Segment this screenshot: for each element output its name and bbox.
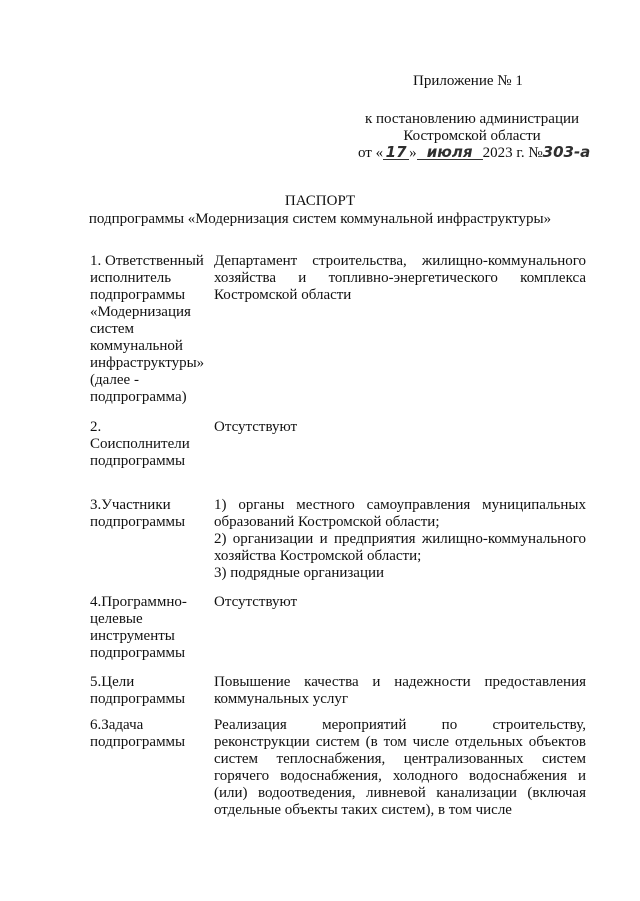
handwritten-month: июля — [417, 145, 483, 160]
date-mid: » — [409, 145, 417, 161]
row-content: Повышение качества и надежности предоставления коммунальных услуг — [214, 674, 586, 707]
row-label: 5.Цели подпрограммы — [90, 674, 186, 707]
list-item: 2) организации и предприятия жилищно-коммунального хозяйства Костромской области; — [214, 531, 586, 564]
row-label: 3.Участники подпрограммы — [90, 497, 186, 530]
row-label: 2. Соисполнители подпрограммы — [90, 419, 190, 469]
date-year: 2023 г. № — [482, 145, 543, 161]
row-content-list — [214, 497, 586, 582]
row-content: Отсутствуют — [214, 594, 298, 610]
decree-date-line — [357, 143, 591, 162]
row-content: Реализация мероприятий по строительству, реконструкции систем (в том числе отдельных объектов систем теплоснабжения, централизованных систем горячего водоснабжения, холодного водоснабжения и (или) водоотведения, ливневой канализации (включая отдельные объекты таких систем), в том числе — [214, 717, 586, 818]
annex-label: Приложение № 1 — [413, 73, 523, 89]
decree-line-1: к постановлению администрации — [364, 111, 580, 127]
row-label: 6.Задача подпрограммы — [90, 717, 186, 750]
decree-reference — [357, 111, 591, 162]
handwritten-day: 17 — [383, 145, 409, 160]
date-prefix: от « — [358, 145, 384, 161]
row-label: 4.Программно- целевые инструменты подпрограммы — [90, 594, 187, 661]
decree-line-2: Костромской области — [403, 128, 541, 144]
row-content: Отсутствуют — [214, 419, 298, 435]
handwritten-number: 303-а — [542, 143, 591, 161]
list-item: 3) подрядные организации — [214, 565, 385, 581]
row-content: Департамент строительства, жилищно-коммунального хозяйства и топливно-энергетического комплекса Костромской области — [214, 253, 586, 303]
document-subtitle: подпрограммы «Модернизация систем коммунальной инфраструктуры» — [88, 211, 552, 227]
document-title: ПАСПОРТ — [284, 193, 356, 209]
list-item: 1) органы местного самоуправления муниципальных образований Костромской области; — [214, 497, 586, 530]
row-label: 1. Ответственный исполнитель подпрограммы «Модернизация систем коммунальной инфраструктуры» (далее - подпрограмма) — [90, 253, 205, 405]
